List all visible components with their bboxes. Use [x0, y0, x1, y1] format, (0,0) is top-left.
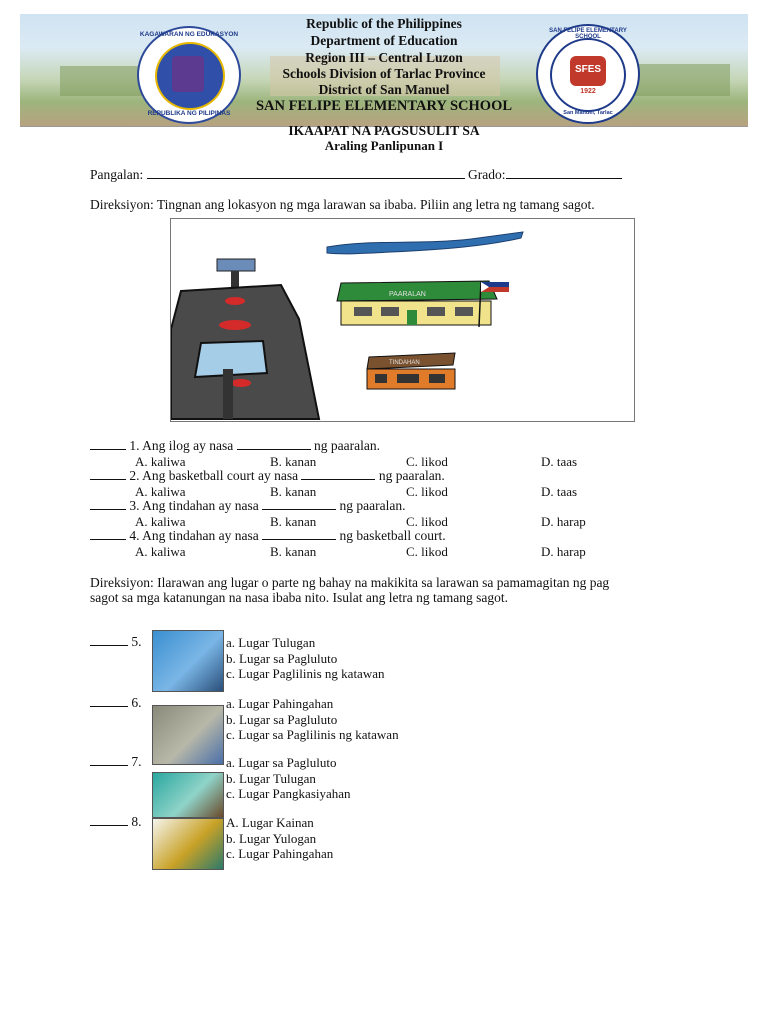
fill-blank — [301, 468, 375, 480]
choice-option: B. kanan — [270, 484, 317, 499]
fill-blank — [262, 528, 336, 540]
seal-top-text: KAGAWARAN NG EDUKASYON — [139, 31, 239, 38]
school-building — [337, 281, 509, 327]
question-2 — [90, 468, 445, 484]
choice-option: b. Lugar Tulugan — [226, 770, 316, 786]
name-field — [90, 167, 622, 183]
question-5 — [90, 634, 142, 650]
question-number: 3. — [129, 498, 140, 513]
fill-blank — [237, 438, 311, 450]
question-text: ng basketball court. — [339, 528, 446, 543]
choice-option: C. likod — [406, 454, 448, 469]
question-8 — [90, 814, 142, 830]
choice-option: c. Lugar Pangkasiyahan — [226, 786, 351, 801]
answer-blank[interactable] — [90, 528, 126, 540]
choice-option: C. likod — [406, 484, 448, 499]
answer-blank[interactable] — [90, 695, 128, 707]
choice-option: a. Lugar Tulugan — [226, 635, 316, 650]
choice-option: D. taas — [541, 454, 578, 469]
header-line: Department of Education — [310, 33, 458, 48]
choice-option: A. kaliwa — [135, 454, 186, 469]
question-6 — [90, 695, 142, 711]
question-4 — [90, 528, 446, 544]
seal-top-text: SAN FELIPE ELEMENTARY SCHOOL — [549, 28, 627, 40]
answer-blank[interactable] — [90, 498, 126, 510]
choice-option: c. Lugar sa Paglilinis ng katawan — [226, 727, 399, 742]
question-text: ng paaralan. — [314, 438, 380, 453]
seal-year: 1922 — [580, 88, 596, 95]
choice-option: c. Lugar Pahingahan — [226, 846, 334, 861]
question-1 — [90, 438, 380, 454]
question-number: 1. — [129, 438, 140, 453]
choice-option: B. kanan — [270, 514, 317, 529]
name-blank[interactable] — [147, 167, 465, 179]
seal-bottom-text: REPUBLIKA NG PILIPINAS — [147, 110, 231, 117]
question-text: Ang tindahan ay nasa — [142, 528, 259, 543]
school-seal — [536, 24, 640, 124]
bedroom-picture — [152, 630, 224, 692]
kitchen-picture — [152, 772, 224, 818]
basketball-court — [171, 259, 319, 419]
choice-option: C. likod — [406, 514, 448, 529]
seal-initials: SFES — [574, 64, 602, 75]
name-label: Pangalan: — [90, 167, 144, 182]
question-number: 2. — [129, 468, 140, 483]
question-7 — [90, 754, 142, 770]
choice-option: D. harap — [541, 514, 586, 529]
location-map — [170, 218, 635, 422]
choice-option: A. kaliwa — [135, 544, 186, 559]
exam-title: IKAAPAT NA PAGSUSULIT SA — [288, 123, 480, 138]
header-banner — [20, 14, 748, 127]
school-sign-text: PAARALAN — [389, 291, 426, 298]
choice-option: b. Lugar sa Pagluluto — [226, 650, 338, 666]
bathroom-picture — [152, 705, 224, 765]
question-text: Ang tindahan ay nasa — [142, 498, 259, 513]
direction-2-line1: Direksiyon: Ilarawan ang lugar o parte ng bahay na makikita sa larawan sa pamamagitan ng pag — [90, 575, 610, 590]
choice-option: D. harap — [541, 544, 586, 559]
choice-option: A. Lugar Kainan — [226, 815, 314, 830]
dining-table-picture — [152, 818, 224, 870]
choice-option: D. taas — [541, 484, 578, 499]
question-number: 5. — [131, 634, 142, 649]
answer-blank[interactable] — [90, 754, 128, 766]
choice-option: b. Lugar Yulogan — [226, 830, 317, 846]
question-number: 8. — [131, 814, 142, 829]
question-text: ng paaralan. — [378, 468, 445, 483]
grade-blank[interactable] — [506, 167, 622, 179]
choice-option: A. kaliwa — [135, 514, 186, 529]
question-number: 4. — [129, 528, 140, 543]
choice-option: a. Lugar Pahingahan — [226, 696, 334, 711]
question-text: Ang basketball court ay nasa — [142, 468, 299, 483]
question-number: 7. — [131, 754, 142, 769]
answer-blank[interactable] — [90, 438, 126, 450]
river-shape — [327, 232, 523, 254]
seal-bottom-text: San Manuel, Tarlac — [563, 110, 613, 116]
choice-option: a. Lugar sa Pagluluto — [226, 755, 337, 770]
question-text: Ang ilog ay nasa — [142, 438, 234, 453]
store-building — [367, 353, 455, 389]
store-sign-text: TINDAHAN — [389, 360, 420, 366]
question-number: 6. — [131, 695, 142, 710]
header-line: Region III – Central Luzon — [305, 50, 463, 65]
choice-option: c. Lugar Paglilinis ng katawan — [226, 666, 385, 681]
exam-subject: Araling Panlipunan I — [324, 138, 444, 153]
grade-label: Grado: — [468, 167, 506, 182]
choice-option: B. kanan — [270, 454, 317, 469]
answer-blank[interactable] — [90, 634, 128, 646]
header-line: Republic of the Philippines — [306, 16, 462, 31]
question-3 — [90, 498, 405, 514]
choice-option: C. likod — [406, 544, 448, 559]
choice-option: B. kanan — [270, 544, 317, 559]
choice-option: A. kaliwa — [135, 484, 186, 499]
header-line: Schools Division of Tarlac Province — [282, 66, 486, 81]
direction-2-line2: sagot sa mga katanungan na nasa ibaba nito. Isulat ang letra ng tamang sagot. — [90, 590, 508, 605]
answer-blank[interactable] — [90, 814, 128, 826]
answer-blank[interactable] — [90, 468, 126, 480]
choice-option: b. Lugar sa Pagluluto — [226, 711, 338, 727]
question-text: ng paaralan. — [339, 498, 406, 513]
school-name: SAN FELIPE ELEMENTARY SCHOOL — [255, 98, 513, 114]
direction-1: Direksiyon: Tingnan ang lokasyon ng mga larawan sa ibaba. Piliin ang letra ng tamang sagot. — [90, 197, 595, 212]
header-line: District of San Manuel — [318, 82, 450, 97]
fill-blank — [262, 498, 336, 510]
